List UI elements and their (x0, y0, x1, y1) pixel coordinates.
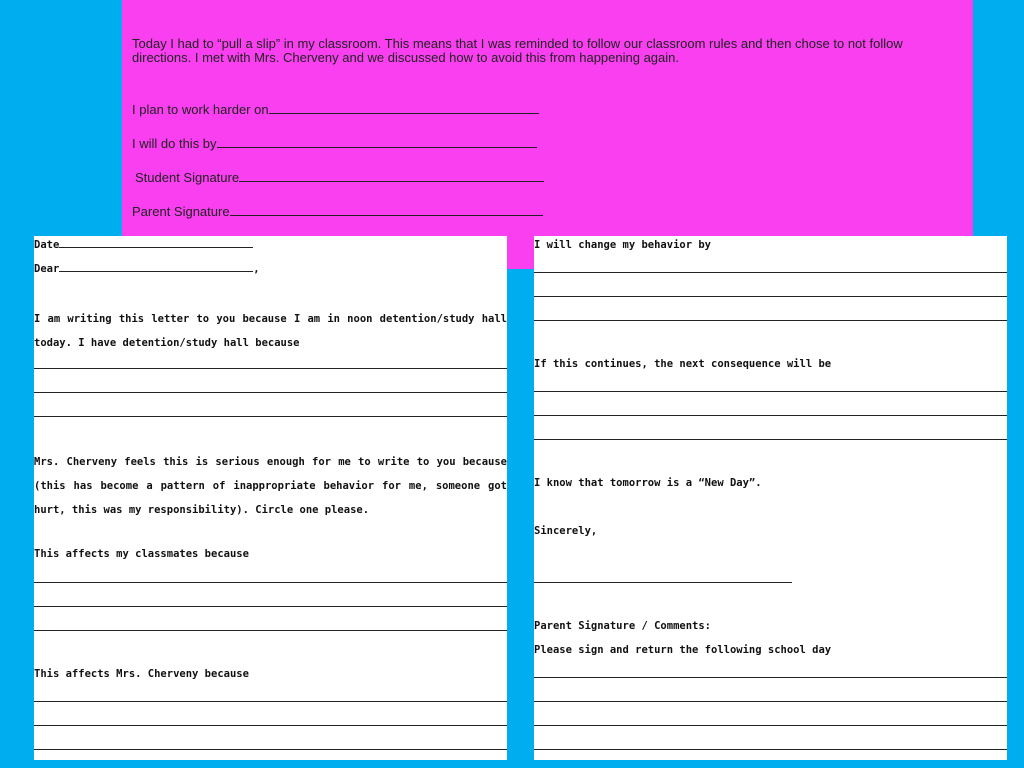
change-behavior-line-2[interactable] (534, 296, 1007, 297)
sincerely-text: Sincerely, (534, 525, 598, 537)
plan-line[interactable] (269, 103, 539, 114)
parent-comments-line-1[interactable] (534, 677, 1007, 678)
letter-page-right (534, 236, 1007, 760)
consequence-line-1[interactable] (534, 391, 1007, 392)
student-signature-label: Student Signature (135, 170, 240, 185)
detention-reason-text: I am writing this letter to you because I am in noon detention/study hall today. I have detention/study hall because (34, 313, 507, 349)
consequence-label: If this continues, the next consequence will be (534, 358, 832, 370)
do-by-label: I will do this by (132, 136, 217, 151)
detention-reason-line-1[interactable] (34, 368, 507, 369)
plan-label: I plan to work harder on (132, 102, 269, 117)
letter-page-left (34, 236, 507, 760)
classmates-line-3[interactable] (34, 630, 507, 631)
date-line[interactable] (59, 237, 253, 248)
detention-reason-line-2[interactable] (34, 392, 507, 393)
change-behavior-line-1[interactable] (534, 272, 1007, 273)
do-by-line[interactable] (217, 137, 537, 148)
classmates-line-2[interactable] (34, 606, 507, 607)
do-by-field (132, 136, 537, 152)
slip-intro-text: Today I had to “pull a slip” in my classroom. This means that I was reminded to follow our classroom rules and then chose to not follow directions. I met with Mrs. Cherveny and we discussed how to avoid this from happening again. (132, 36, 903, 65)
dear-line[interactable] (59, 261, 253, 272)
teacher-line-3[interactable] (34, 749, 507, 750)
parent-comments-line-3[interactable] (534, 725, 1007, 726)
dear-field (34, 261, 507, 285)
dear-comma: , (253, 263, 260, 275)
student-signoff-line[interactable] (534, 582, 792, 583)
student-signature-field (135, 170, 544, 186)
detention-reason-line-3[interactable] (34, 416, 507, 417)
classmates-line-1[interactable] (34, 582, 507, 583)
new-day-text: I know that tomorrow is a “New Day”. (534, 477, 762, 489)
date-field (34, 237, 507, 261)
change-behavior-label: I will change my behavior by (534, 239, 712, 251)
parent-comments-line-4[interactable] (534, 749, 1007, 750)
date-label: Date (34, 239, 60, 251)
parent-signature-line[interactable] (230, 205, 543, 216)
dear-label: Dear (34, 263, 60, 275)
parent-comments-label: Parent Signature / Comments: (534, 620, 712, 632)
teacher-label: This affects Mrs. Cherveny because (34, 668, 249, 680)
serious-reason-text: Mrs. Cherveny feels this is serious enough for me to write to you because (this has become a pattern of inappropriate behavior for me, someone got hurt, this was my responsibility). Circle one please. (34, 456, 507, 516)
parent-comments-line-2[interactable] (534, 701, 1007, 702)
change-behavior-line-3[interactable] (534, 320, 1007, 321)
return-note: Please sign and return the following school day (534, 644, 832, 656)
pull-a-slip-form (122, 0, 973, 269)
classmates-label: This affects my classmates because (34, 548, 249, 560)
teacher-line-2[interactable] (34, 725, 507, 726)
parent-signature-label: Parent Signature (132, 204, 230, 219)
consequence-line-2[interactable] (534, 415, 1007, 416)
student-signature-line[interactable] (239, 171, 544, 182)
consequence-line-3[interactable] (534, 439, 1007, 440)
parent-signature-field (132, 204, 543, 220)
plan-field (132, 102, 539, 118)
teacher-line-1[interactable] (34, 701, 507, 702)
